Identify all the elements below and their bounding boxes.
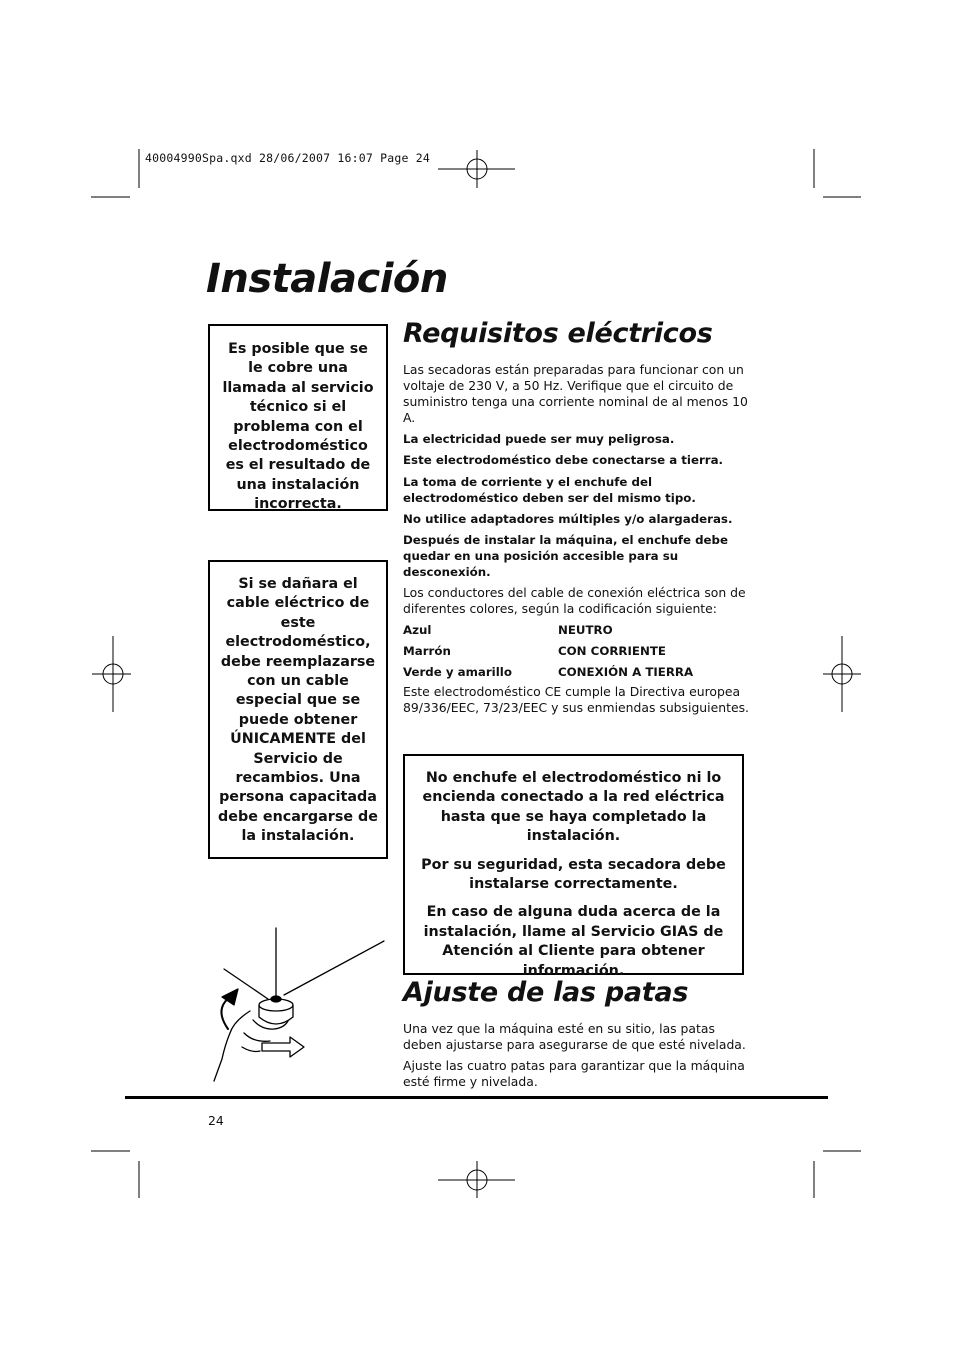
safety-line: En caso de alguna duda acerca de la instalación, llame al Servicio GIAS de Atención al Cliente para obtener información. bbox=[423, 904, 724, 979]
wire-code-row bbox=[403, 643, 763, 659]
ce-directive: Este electrodoméstico CE cumple la Directiva europea 89/336/EEC, 73/23/EEC y sus enmiendas subsiguientes. bbox=[403, 684, 749, 716]
warning-dangerous: La electricidad puede ser muy peligrosa. bbox=[403, 432, 675, 447]
footer-rule bbox=[125, 1096, 828, 1099]
warning-plug-accessible: Después de instalar la máquina, el enchufe debe quedar en una posición accesible para su desconexión. bbox=[403, 532, 729, 580]
leg-adjustment bbox=[403, 1021, 753, 1095]
notice-text: Si se dañara el cable eléctrico de este electrodoméstico, debe reemplazarse con un cable especial que se puede obtener ÚNICAMENTE del Servicio de recambios. Una persona capacitada debe encargarse de la instalación. bbox=[218, 576, 378, 845]
safety-line: Por su seguridad, esta secadora debe instalarse correctamente. bbox=[421, 856, 726, 893]
wire-code-row bbox=[403, 664, 763, 680]
wire-color: Azul bbox=[403, 623, 432, 638]
notice-text: Es posible que se le cobre una llamada al servicio técnico si el problema con el electrodoméstico es el resultado de una instalación incorrecta. bbox=[222, 341, 374, 513]
section-title-legs: Ajuste de las patas bbox=[403, 977, 689, 1008]
legs-text: Ajuste las cuatro patas para garantizar que la máquina esté firme y nivelada. bbox=[403, 1058, 745, 1090]
leg-adjust-illustration bbox=[200, 925, 390, 1090]
electrical-intro: Las secadoras están preparadas para funcionar con un voltaje de 230 V, a 50 Hz. Verifique que el circuito de suministro tenga una corriente nominal de al menos 10 A. bbox=[403, 362, 748, 426]
legs-text: Una vez que la máquina esté en su sitio, las patas deben ajustarse para asegurarse de que esté nivelada. bbox=[403, 1021, 746, 1053]
wire-meaning: CON CORRIENTE bbox=[558, 643, 666, 658]
print-slug: 40004990Spa.qxd 28/06/2007 16:07 Page 24 bbox=[145, 151, 430, 165]
wire-meaning: NEUTRO bbox=[558, 623, 613, 638]
wires-intro: Los conductores del cable de conexión eléctrica son de diferentes colores, según la codificación siguiente: bbox=[403, 585, 746, 617]
warning-earthed: Este electrodoméstico debe conectarse a tierra. bbox=[403, 453, 724, 468]
wire-color: Verde y amarillo bbox=[403, 664, 512, 679]
page-title: Instalación bbox=[206, 256, 448, 302]
page-number: 24 bbox=[208, 1113, 224, 1128]
wire-color: Marrón bbox=[403, 643, 451, 658]
section-title-electrical: Requisitos eléctricos bbox=[403, 318, 713, 349]
warning-no-adapters: No utilice adaptadores múltiples y/o alargaderas. bbox=[403, 511, 733, 526]
warning-plug-match: La toma de corriente y el enchufe del electrodoméstico deben ser del mismo tipo. bbox=[403, 474, 696, 505]
electrical-requirements bbox=[403, 362, 763, 721]
wire-code-row bbox=[403, 622, 763, 638]
safety-line: No enchufe el electrodoméstico ni lo encienda conectado a la red eléctrica hasta que se haya completado la instalación. bbox=[422, 770, 725, 845]
safety-notice bbox=[403, 754, 744, 979]
wire-meaning: CONEXIÓN A TIERRA bbox=[558, 664, 694, 679]
notice-incorrect-installation bbox=[208, 324, 388, 511]
notice-damaged-cable bbox=[208, 560, 388, 859]
